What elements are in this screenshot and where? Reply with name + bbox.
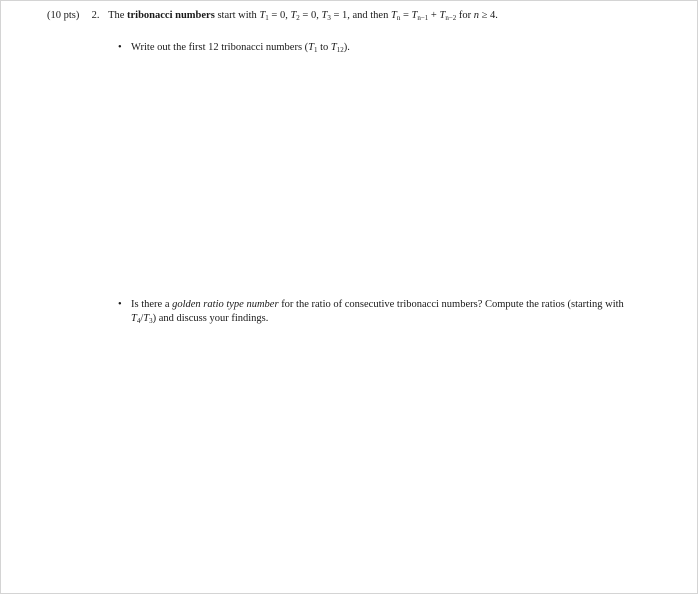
b1-sub2: 12 (336, 46, 344, 54)
b2-end: ) and discuss your findings. (152, 313, 269, 324)
t1-sub: 1 (265, 14, 269, 22)
condition-var: n (473, 10, 480, 21)
tn1-sub: n−1 (417, 14, 429, 22)
tn1-var: T (411, 10, 418, 21)
recurrence-eq: = (400, 10, 412, 21)
b1-sub1: 1 (314, 46, 318, 54)
tn2-var: T (439, 10, 446, 21)
t2-value: = 0, (299, 10, 322, 21)
b2-italic: golden ratio type number (172, 299, 279, 310)
bullet-1-text (131, 41, 631, 55)
bullet-2-marker: • (118, 299, 122, 310)
t3-value: = 1, (330, 10, 353, 21)
b2-slash: / (140, 313, 144, 324)
t1-var: T (259, 10, 266, 21)
b2-text-a: Is there a (131, 299, 173, 310)
b2-var2: T (143, 313, 150, 324)
t2-sub: 2 (296, 14, 300, 22)
tn-sub: n (396, 14, 401, 22)
tn-var: T (390, 10, 397, 21)
t2-var: T (290, 10, 297, 21)
recurrence-plus: + (428, 10, 440, 21)
t3-var: T (321, 10, 328, 21)
and-then: and then (352, 10, 389, 21)
b2-sub2: 3 (149, 317, 153, 325)
problem-statement (47, 9, 498, 23)
t1-value: = 0, (268, 10, 291, 21)
b2-sub1: 4 (136, 317, 141, 325)
b1-text-a: Write out the first 12 tribonacci numbers ( (131, 42, 309, 53)
b1-mid: to (317, 42, 331, 53)
t3-sub: 3 (327, 14, 331, 22)
tn2-sub: n−2 (445, 14, 457, 22)
condition-rest: ≥ 4. (479, 10, 498, 21)
intro-prefix: The (108, 10, 125, 21)
term-tribonacci: tribonacci numbers (127, 10, 215, 21)
b1-var2: T (330, 42, 337, 53)
b1-var1: T (308, 42, 314, 53)
b2-var1: T (131, 313, 137, 324)
points-label: (10 pts) (47, 10, 80, 21)
b1-end: ). (343, 42, 350, 53)
bullet-2-text (131, 298, 631, 326)
bullet-1-marker: • (118, 42, 122, 53)
intro-suffix: start with (217, 10, 257, 21)
b2-text-b: for the ratio of consecutive tribonacci numbers? Compute the ratios (starting with (278, 299, 624, 310)
for-text: for (456, 10, 474, 21)
problem-number: 2. (91, 10, 100, 21)
